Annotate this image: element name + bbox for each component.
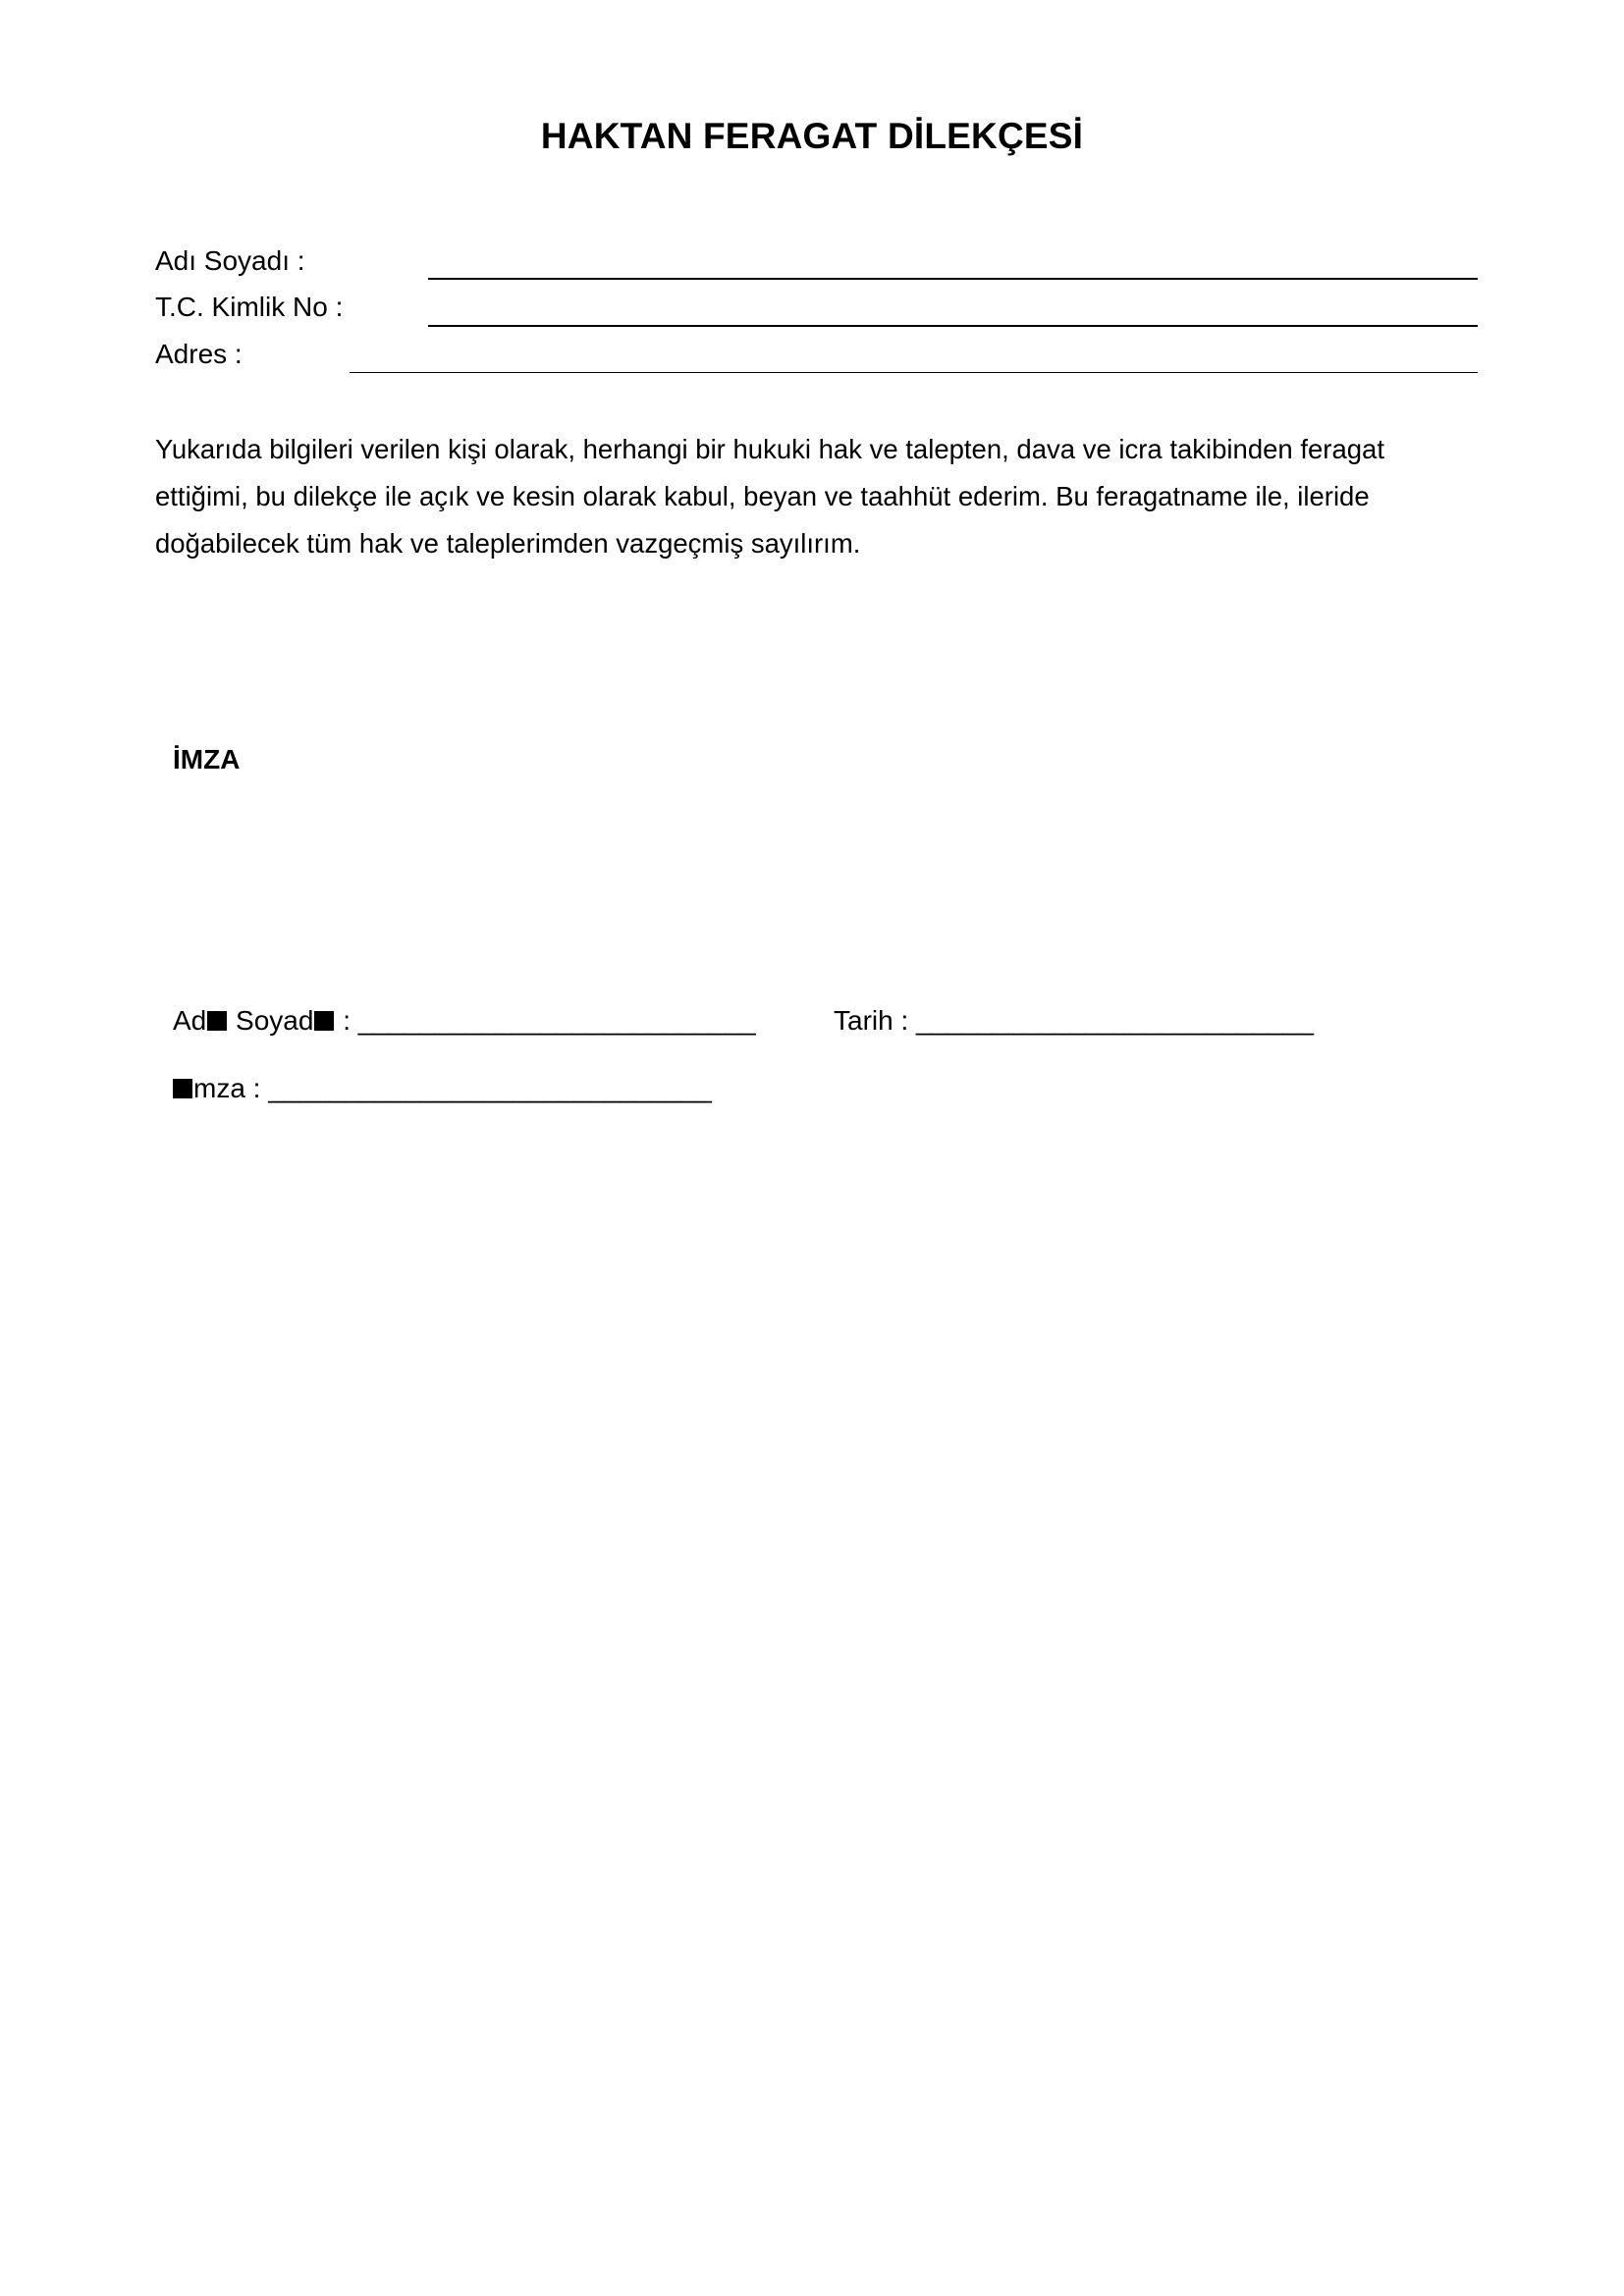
- tc-field-row: [155, 292, 1481, 331]
- waiver-paragraph: [155, 426, 1490, 567]
- address-field-line[interactable]: [350, 372, 1478, 373]
- name-prefix: Ad: [173, 1005, 207, 1036]
- placeholder-glyph-icon: [207, 1011, 227, 1031]
- name-field-line[interactable]: [428, 278, 1478, 280]
- tc-field-label: T.C. Kimlik No :: [155, 292, 344, 322]
- placeholder-glyph-icon: [173, 1079, 192, 1098]
- date-text: Tarih : __________________________: [834, 1005, 1314, 1036]
- signature-name-line[interactable]: [173, 1005, 756, 1037]
- name-middle: Soyad: [228, 1005, 314, 1036]
- name-field-label: Adı Soyadı :: [155, 245, 305, 276]
- name-field-row: [155, 245, 1481, 285]
- paragraph-line: Yukarıda bilgileri verilen kişi olarak, herhangi bir hukuki hak ve talepten, dava ve icra takibinden feragat: [155, 434, 1384, 464]
- signature-date-line[interactable]: [834, 1005, 1314, 1037]
- signature-heading: İMZA: [173, 744, 241, 774]
- name-blank: : __________________________: [335, 1005, 756, 1036]
- address-field-label: Adres :: [155, 339, 243, 369]
- paragraph-line: ettiğimi, bu dilekçe ile açık ve kesin olarak kabul, beyan ve taahhüt ederim. Bu feragatname ile, ileride: [155, 481, 1370, 511]
- signature-sign-line[interactable]: [173, 1073, 712, 1104]
- tc-field-line[interactable]: [428, 325, 1478, 327]
- placeholder-glyph-icon: [314, 1011, 334, 1031]
- paragraph-line: doğabilecek tüm hak ve taleplerimden vazgeçmiş sayılırım.: [155, 528, 861, 559]
- sign-blank: mza : _____________________________: [193, 1073, 712, 1103]
- document-title: HAKTAN FERAGAT DİLEKÇESİ: [540, 116, 1084, 156]
- address-field-row: [155, 339, 1481, 378]
